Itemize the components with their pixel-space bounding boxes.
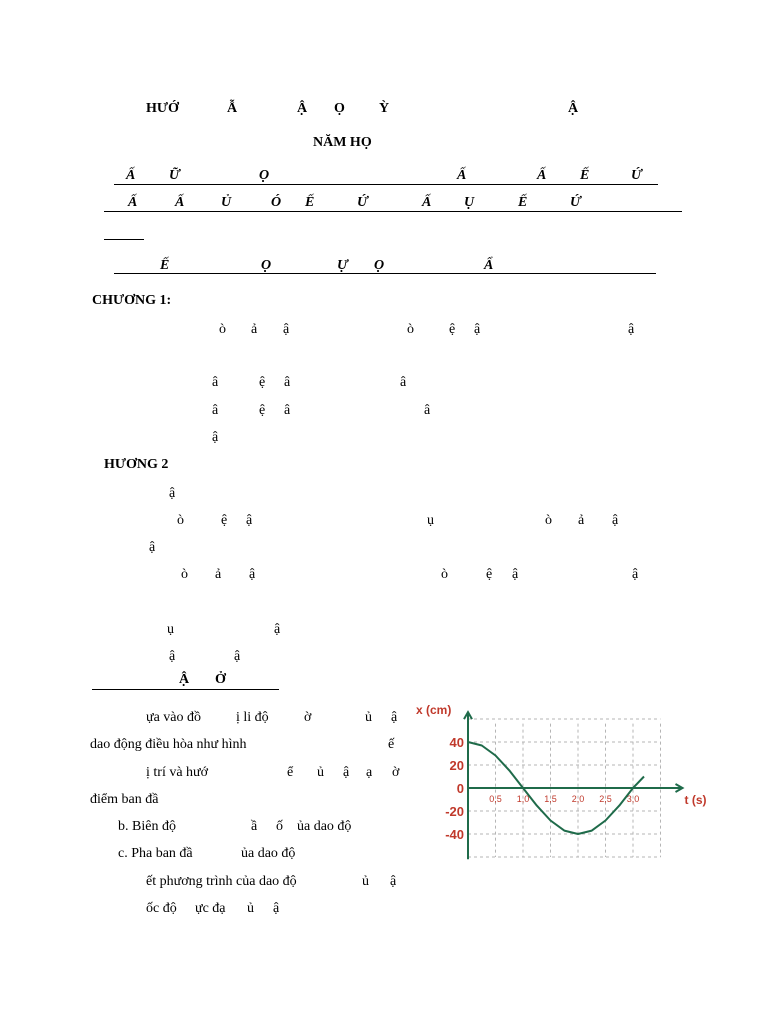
text-fragment: ậ — [234, 649, 241, 664]
underline-rule — [92, 689, 279, 690]
text-fragment: ế — [388, 737, 395, 752]
chapter-1-heading: CHƯƠNG 1: — [92, 293, 172, 308]
y-axis-label: x (cm) — [416, 703, 452, 718]
text-fragment: ò — [181, 567, 188, 582]
text-fragment: ậ — [283, 322, 290, 337]
text-fragment: ả — [578, 513, 585, 528]
text-fragment: ủ — [362, 874, 369, 889]
title-line-2: NĂM HỌ — [313, 135, 372, 150]
info-fragment: Ấ — [128, 195, 138, 210]
text-fragment: ủa dao độ — [297, 819, 352, 834]
text-fragment: â — [212, 403, 219, 418]
text-fragment: ậ — [343, 765, 350, 780]
text-fragment: Ậ — [179, 672, 190, 687]
text-fragment: ủ — [365, 710, 372, 725]
text-fragment: ệ — [259, 403, 266, 418]
text-fragment: ủ — [247, 901, 254, 916]
underline-rule — [114, 273, 656, 274]
info-fragment: Ứ — [570, 195, 581, 210]
info-fragment: Ế — [518, 195, 528, 210]
text-fragment: b. Biên độ — [118, 819, 176, 834]
info-fragment: Ủ — [221, 195, 232, 210]
info-fragment: Ứ — [631, 168, 642, 183]
info-fragment: Ấ — [175, 195, 185, 210]
text-fragment: â — [400, 375, 407, 390]
text-fragment: ậ — [169, 649, 176, 664]
info-fragment: Ấ — [457, 168, 467, 183]
text-fragment: ậ — [274, 622, 281, 637]
y-tick-label: -20 — [445, 804, 464, 819]
text-fragment: ậ — [390, 874, 397, 889]
info-fragment: Ẩ — [484, 258, 494, 273]
info-fragment: Ế — [160, 258, 170, 273]
y-tick-label: 20 — [449, 758, 464, 773]
info-fragment: Ứ — [357, 195, 368, 210]
info-fragment: Ọ — [259, 168, 270, 183]
title-fragment: Ọ — [334, 101, 345, 116]
text-fragment: â — [424, 403, 431, 418]
x-tick-label: 2,5 — [599, 794, 612, 804]
text-fragment: ò — [177, 513, 184, 528]
example-line-4: điểm ban đầ — [90, 792, 159, 807]
text-fragment: ị trí và hướ — [146, 765, 209, 780]
chapter-1-line-4: ậ — [212, 430, 219, 445]
text-fragment: ờ — [392, 765, 400, 780]
text-fragment: ò — [219, 322, 226, 337]
text-fragment: dao động điều hòa như hình — [90, 737, 247, 752]
title-fragment: Ẫ — [227, 101, 238, 116]
underline-rule — [104, 211, 682, 212]
info-fragment: Ế — [580, 168, 590, 183]
text-fragment: ựa vào đồ — [146, 710, 202, 725]
info-fragment: Ó — [271, 195, 282, 210]
chapter-2-heading: HƯƠNG 2 — [104, 457, 169, 472]
text-fragment: ạ — [366, 765, 373, 780]
text-fragment: ốc độ — [146, 901, 177, 916]
text-fragment: ậ — [246, 513, 253, 528]
underline-rule-short — [104, 239, 144, 240]
x-tick-label: 3,0 — [626, 794, 640, 804]
text-fragment: â — [284, 375, 291, 390]
text-fragment: ả — [215, 567, 222, 582]
text-fragment: ò — [407, 322, 414, 337]
text-fragment: ủ — [317, 765, 324, 780]
text-fragment: ậ — [474, 322, 481, 337]
text-fragment: ệ — [449, 322, 456, 337]
info-fragment: Ự — [337, 258, 348, 273]
displacement-time-graph — [410, 700, 710, 870]
text-fragment: ò — [545, 513, 552, 528]
text-fragment: ố — [276, 819, 283, 834]
text-fragment: ả — [251, 322, 258, 337]
text-fragment: â — [284, 403, 291, 418]
info-fragment: Ụ — [464, 195, 475, 210]
info-fragment: Ữ — [169, 168, 180, 183]
text-fragment: ờ — [304, 710, 312, 725]
x-tick-label: 1,0 — [516, 794, 530, 804]
x-tick-label: 1,5 — [544, 794, 557, 804]
title-fragment: Ậ — [568, 101, 579, 116]
text-fragment: â — [212, 375, 219, 390]
title-fragment: Ỳ — [379, 101, 390, 116]
text-fragment: ủa dao độ — [241, 846, 296, 861]
info-fragment: Ọ — [261, 258, 272, 273]
text-fragment: ụ — [427, 513, 434, 528]
text-fragment: ệ — [486, 567, 493, 582]
title-fragment: HƯỚ — [146, 101, 179, 116]
text-fragment: ậ — [249, 567, 256, 582]
chart-axes — [464, 712, 683, 859]
title-fragment: Ậ — [297, 101, 308, 116]
text-fragment: ậ — [612, 513, 619, 528]
text-fragment: ể — [287, 765, 294, 780]
info-fragment: Ế — [305, 195, 315, 210]
text-fragment: ậ — [512, 567, 519, 582]
text-fragment: ậ — [632, 567, 639, 582]
x-axis-label: t (s) — [684, 793, 707, 807]
text-fragment: Ở — [215, 672, 226, 687]
text-fragment: ầ — [251, 819, 258, 834]
x-tick-label: 2,0 — [571, 794, 585, 804]
text-fragment: ực đạ — [195, 901, 226, 916]
text-fragment: ò — [441, 567, 448, 582]
y-tick-label: 40 — [449, 735, 464, 750]
text-fragment: ụ — [167, 622, 174, 637]
text-fragment: ệ — [259, 375, 266, 390]
text-fragment: ậ — [273, 901, 280, 916]
chapter-2-line-3: ậ — [149, 540, 156, 555]
underline-rule — [114, 184, 658, 185]
text-fragment: ị li độ — [236, 710, 269, 725]
x-tick-label: 0,5 — [489, 794, 502, 804]
text-fragment: c. Pha ban đầ — [118, 846, 193, 861]
info-fragment: Ấ — [537, 168, 547, 183]
chapter-2-line-1: ậ — [169, 486, 176, 501]
info-fragment: Ấ — [422, 195, 432, 210]
text-fragment: ết phương trình của dao độ — [146, 874, 297, 889]
text-fragment: ậ — [391, 710, 398, 725]
info-fragment: Ấ — [126, 168, 136, 183]
info-fragment: Ọ — [374, 258, 385, 273]
y-tick-label: 0 — [456, 781, 464, 796]
y-tick-label: -40 — [445, 827, 464, 842]
text-fragment: ệ — [221, 513, 228, 528]
text-fragment: ậ — [628, 322, 635, 337]
